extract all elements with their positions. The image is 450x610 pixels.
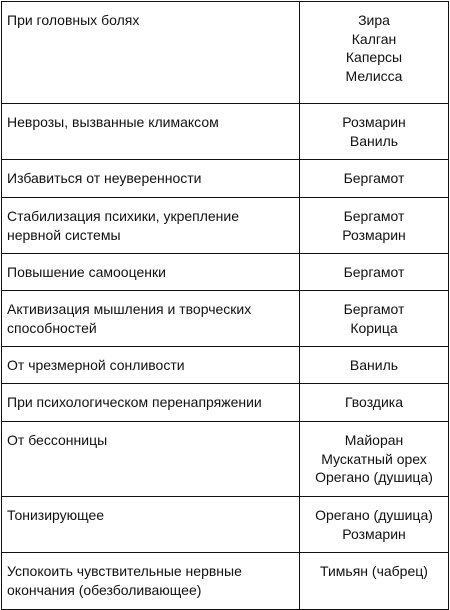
herbs-cell	[300, 497, 449, 553]
herb-item: Майоран	[344, 432, 404, 448]
herbs-cell	[300, 422, 449, 497]
condition-cell: При головных болях	[2, 2, 300, 104]
herbs-cell	[300, 254, 449, 291]
herbs-cell	[300, 2, 449, 104]
herbs-cell	[300, 198, 449, 254]
herb-item: Мелисса	[345, 68, 403, 85]
herb-item: Бергамот	[343, 170, 405, 186]
herbs-cell	[300, 291, 449, 347]
herb-item: Калган	[351, 30, 397, 47]
herb-item: Зира	[358, 12, 390, 28]
condition-cell: При психологическом перенапряжении	[2, 384, 300, 422]
herb-item: Корица	[350, 319, 398, 336]
herb-item: Бергамот	[343, 208, 405, 224]
herbs-cell	[300, 384, 449, 422]
herb-item: Орегано (душица)	[315, 469, 433, 486]
table-row	[2, 2, 449, 104]
condition-cell: Активизация мышления и творческих способностей	[2, 291, 300, 347]
herb-item: Ваниль	[349, 132, 399, 149]
herb-item: Мускатный орех	[321, 450, 427, 467]
herb-item: Розмарин	[342, 114, 406, 130]
table-row	[2, 347, 449, 384]
herb-item: Орегано (душица)	[315, 507, 433, 523]
condition-cell: Успокоить чувствительные нервные окончания (обезболивающее)	[2, 553, 300, 610]
herb-item: Бергамот	[343, 264, 405, 280]
herb-item: Розмарин	[342, 226, 406, 243]
condition-cell: От чрезмерной сонливости	[2, 347, 300, 384]
table-row	[2, 497, 449, 553]
condition-cell: Неврозы, вызванные климаксом	[2, 104, 300, 160]
table-row	[2, 104, 449, 160]
herb-item: Тимьян (чабрец)	[320, 563, 428, 579]
herb-item: Гвоздика	[344, 394, 404, 410]
condition-cell: Избавиться от неуверенности	[2, 160, 300, 198]
table-row	[2, 422, 449, 497]
herbs-cell	[300, 104, 449, 160]
table-row	[2, 291, 449, 347]
table-row	[2, 384, 449, 422]
condition-cell: От бессонницы	[2, 422, 300, 497]
condition-cell: Стабилизация психики, укрепление нервной системы	[2, 198, 300, 254]
table-row	[2, 198, 449, 254]
herb-item: Розмарин	[342, 525, 406, 542]
condition-cell: Тонизирующее	[2, 497, 300, 553]
table-row	[2, 160, 449, 198]
remedies-table	[1, 1, 449, 610]
condition-cell: Повышение самооценки	[2, 254, 300, 291]
herb-item: Бергамот	[343, 301, 405, 317]
herbs-cell	[300, 160, 449, 198]
herb-item: Каперсы	[345, 49, 403, 66]
herbs-cell	[300, 347, 449, 384]
herbs-cell	[300, 553, 449, 610]
table-row	[2, 553, 449, 610]
table-row	[2, 254, 449, 291]
herb-item: Ваниль	[349, 357, 399, 373]
